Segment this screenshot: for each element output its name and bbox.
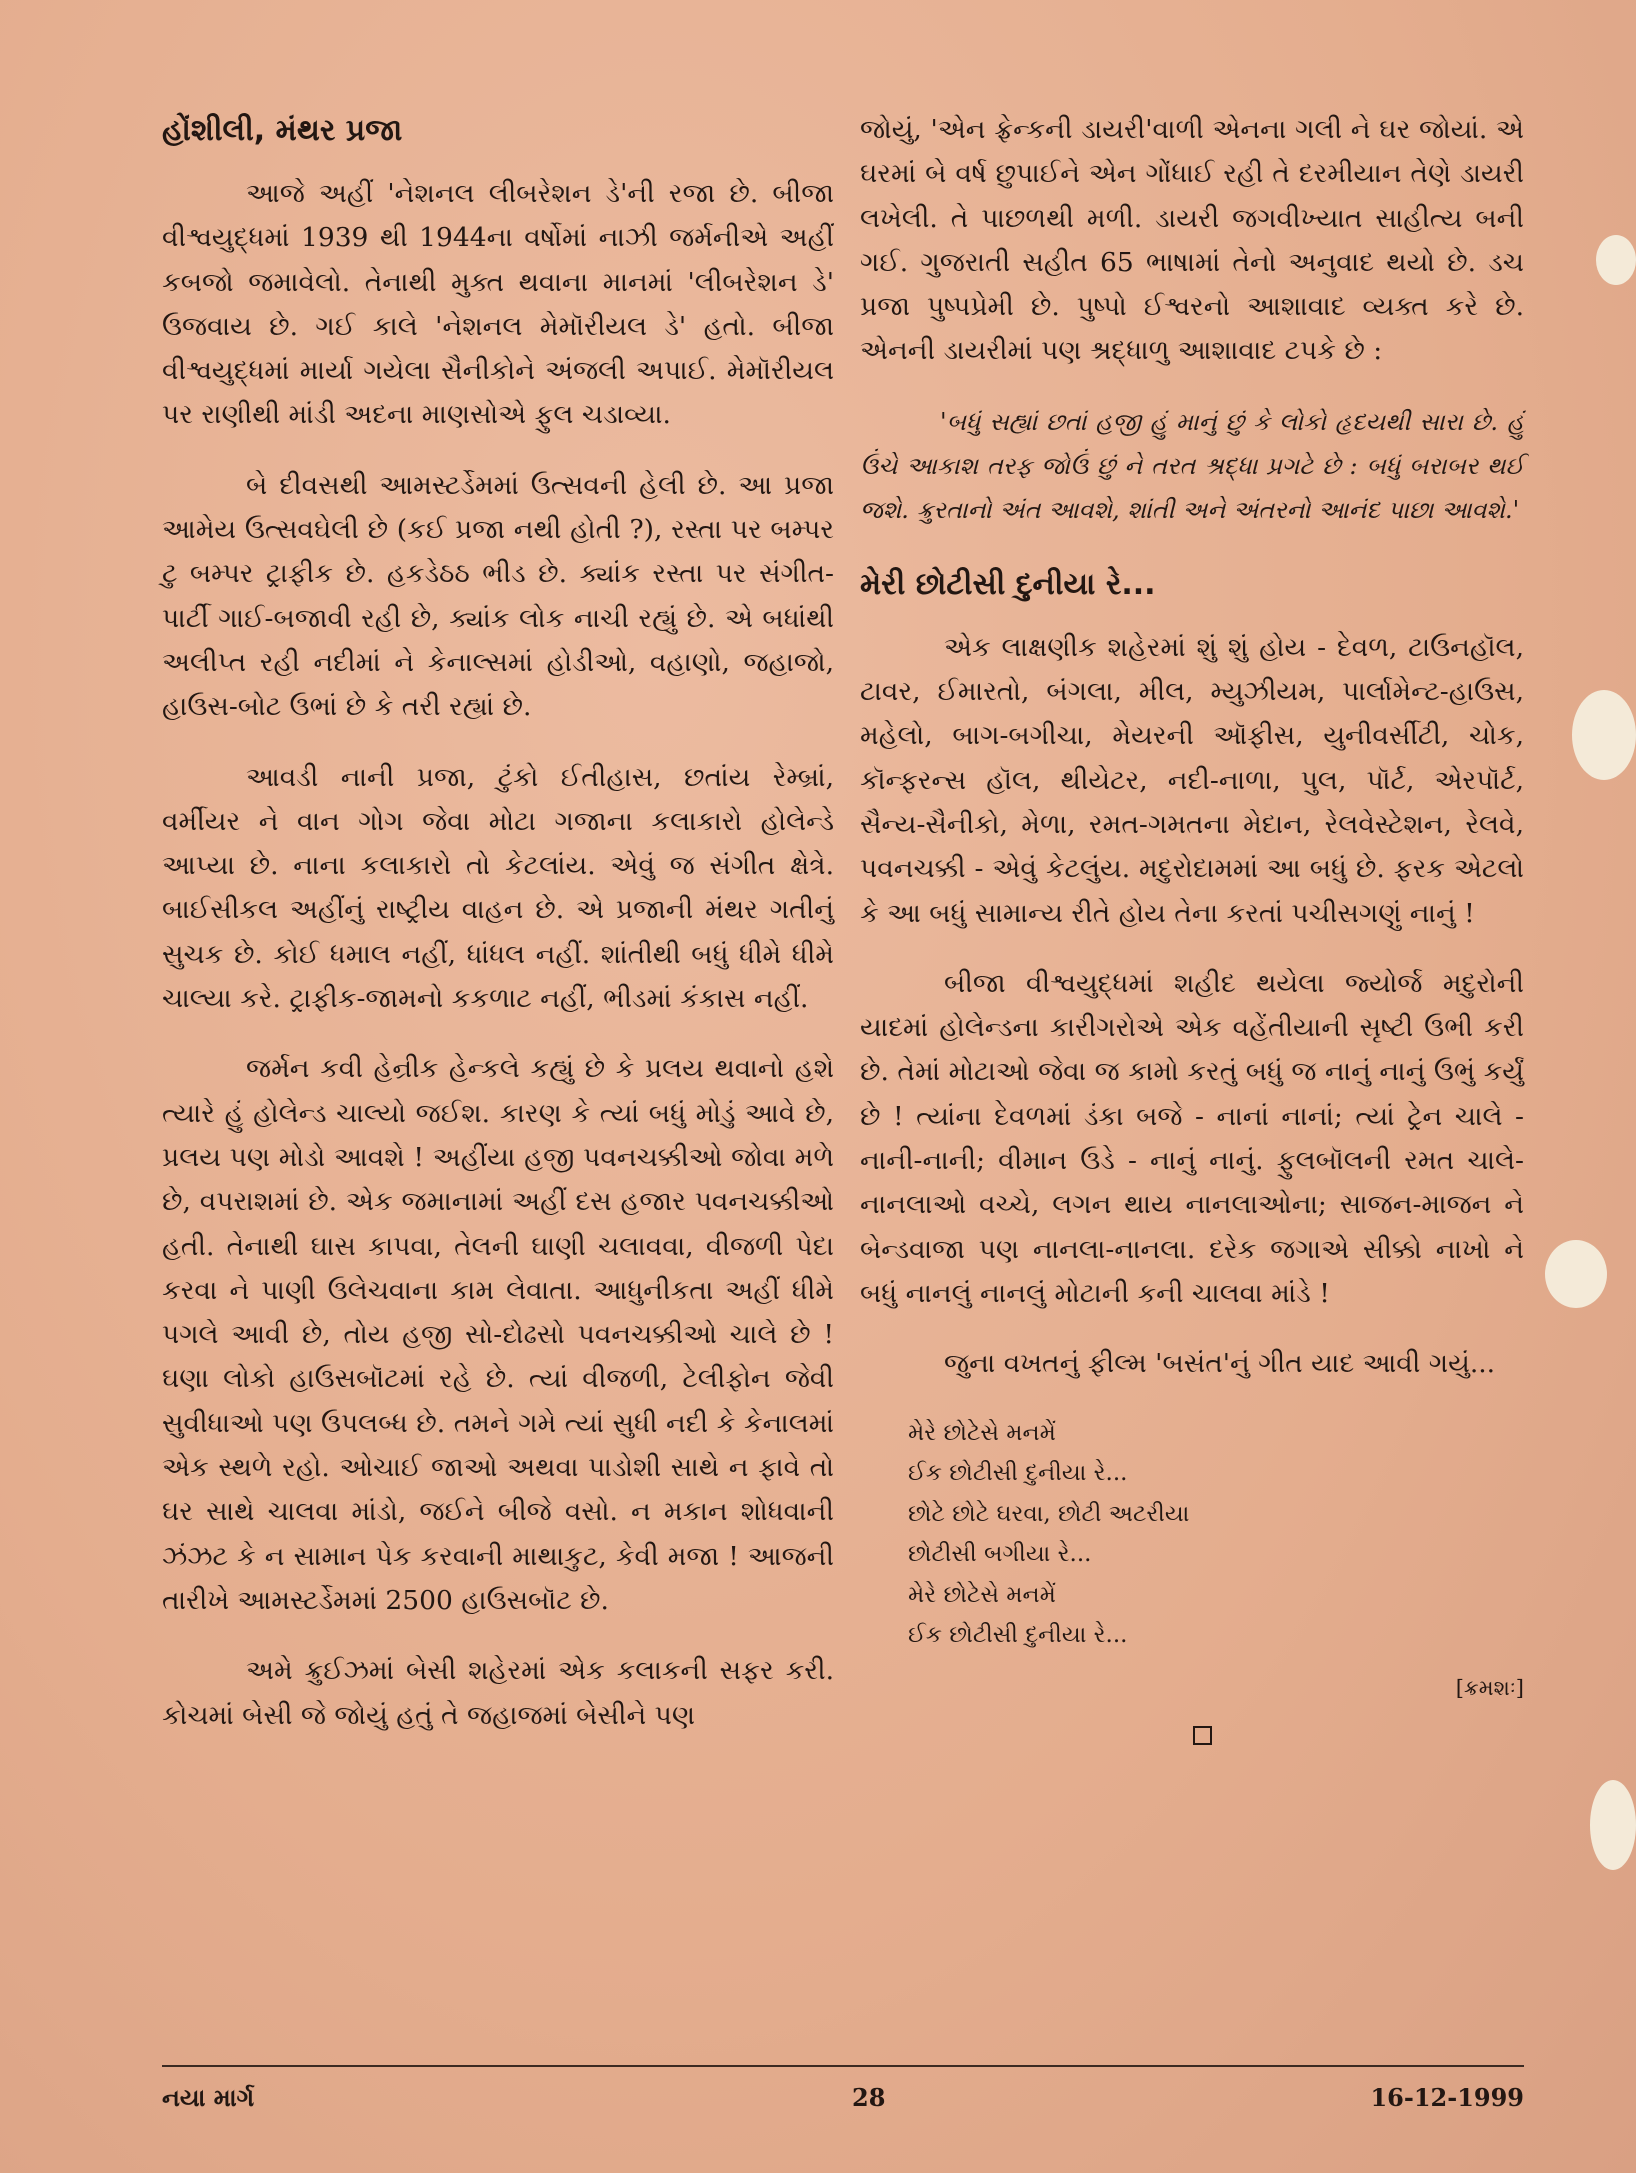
issue-date: 16-12-1999 [1370,2083,1524,2112]
song-lyrics [908,1413,1524,1656]
right-column [860,108,1524,1745]
footer-rule [162,2065,1524,2067]
punch-hole-icon [1572,690,1636,780]
section-heading: હોંશીલી, મંથર પ્રજા [162,113,403,148]
paragraph: જુના વખતનું ફીલ્મ 'બસંત'નું ગીત યાદ આવી ગયું... [944,1348,1496,1380]
paragraph: જર્મન કવી હેન્રીક હેન્કલે કહ્યું છે કે પ્રલય થવાનો હશે ત્યારે હું હોલેન્ડ ચાલ્યો જઈશ. કારણ કે ત્યાં બધું મોડું આવે છે, પ્રલય પણ મોડો આવશે ! અહીંયા હજી પવનચક્કીઓ જોવા મળે છે, વપરાશમાં છે. એક જમાનામાં અહીં દસ હજાર પવનચક્કીઓ હતી. તેનાથી ઘાસ કાપવા, તેલની ઘાણી ચલાવવા, વીજળી પેદા કરવા ને પાણી ઉલેચવાના કામ લેવાતા. આધુનીકતા અહીં ધીમે પગલે આવી છે, તોય હજી સો-દોઢસો પવનચક્કીઓ ચાલે છે ! ઘણા લોકો હાઉસબૉટમાં રહે છે. ત્યાં વીજળી, ટેલીફોન જેવી સુવીધાઓ પણ ઉપલબ્ધ છે. તમને ગમે ત્યાં સુધી નદી કે કેનાલમાં એક સ્થળે રહો. ઓચાઈ જાઓ અથવા પાડોશી સાથે ન ફાવે તો ઘર સાથે ચાલવા માંડો, જઈને બીજે વસો. ન મકાન શોધવાની ઝંઝટ કે ન સામાન પેક કરવાની માથાકુટ, કેવી મજા ! આજની તારીખે આમસ્ટર્ડેમમાં 2500 હાઉસબૉટ છે. [162,1053,834,1616]
punch-hole-icon [1590,1780,1636,1870]
continued-label: [ક્રમશઃ] [1455,1675,1524,1700]
end-square-icon [1193,1726,1212,1745]
section-heading: મેરી છોટીસી દુનીયા રે... [860,566,1156,602]
lyric-line: છોટીસી બગીયા રે... [908,1541,1092,1568]
paragraph: આવડી નાની પ્રજા, ટુંકો ઈતીહાસ, છતાંય રેમ્બ્રાં, વર્મીયર ને વાન ગોગ જેવા મોટા ગજાના કલાકારો હોલેન્ડે આપ્યા છે. નાના કલાકારો તો કેટલાંય. એવું જ સંગીત ક્ષેત્રે. બાઈસીકલ અહીંનું રાષ્ટ્રીય વાહન છે. એ પ્રજાની મંથર ગતીનું સુચક છે. કોઈ ધમાલ નહીં, ધાંધલ નહીં. શાંતીથી બધું ધીમે ધીમે ચાલ્યા કરે. ટ્રાફીક-જામનો કકળાટ નહીં, ભીડમાં કંકાસ નહીં. [162,761,834,1015]
left-column [162,108,834,1764]
lyric-line: મેરે છોટેસે મનમેં [908,1581,1056,1608]
paragraph: અમે ક્રુઈઝમાં બેસી શહેરમાં એક કલાકની સફર કરી. કોચમાં બેસી જે જોયું હતું તે જહાજમાં બેસીને પણ [162,1655,834,1731]
lyric-line: ઈક છોટીસી દુનીયા રે... [908,1622,1128,1649]
lyric-line: મેરે છોટેસે મનમેં [908,1419,1056,1446]
paragraph: આજે અહીં 'નેશનલ લીબરેશન ડે'ની રજા છે. બીજા વીશ્વયુદ્ધમાં 1939 થી 1944ના વર્ષોમાં નાઝી જર્મનીએ અહીં કબજો જમાવેલો. તેનાથી મુક્ત થવાના માનમાં 'લીબરેશન ડે' ઉજવાય છે. ગઈ કાલે 'નેશનલ મેમૉરીયલ ડે' હતો. બીજા વીશ્વયુદ્ધમાં માર્યા ગયેલા સૈનીકોને અંજલી અપાઈ. મેમૉરીયલ પર રાણીથી માંડી અદના માણસોએ ફુલ ચડાવ્યા. [162,178,834,431]
paragraph: બીજા વીશ્વયુદ્ધમાં શહીદ થયેલા જ્યોર્જ મદુરોની યાદમાં હોલેન્ડના કારીગરોએ એક વહેંતીયાની સૃષ્ટી ઉભી કરી છે. તેમાં મોટાઓ જેવા જ કામો કરતું બધું જ નાનું નાનું ઉભું કર્યું છે ! ત્યાંના દેવળમાં ડંકા બજે - નાનાં નાનાં; ત્યાં ટ્રેન ચાલે - નાની-નાની; વીમાન ઉડે - નાનું નાનું. ફુલબૉલની રમત ચાલે-નાનલાઓ વચ્ચે, લગન થાય નાનલાઓના; સાજન-માજન ને બેન્ડવાજા પણ નાનલા-નાનલા. દરેક જગાએ સીક્કો નાખો ને બધું નાનલું નાનલું મોટાની કની ચાલવા માંડે ! [860,967,1524,1309]
diary-quote: 'બધું સહ્યાં છતાં હજી હું માનું છું કે લોકો હૃદયથી સારા છે. હું ઉંચે આકાશ તરફ જોઉં છું ને તરત શ્રદ્ધા પ્રગટે છે : બધું બરાબર થઈ જશે. ક્રુરતાનો અંત આવશે, શાંતી અને અંતરનો આનંદ પાછા આવશે.' [860,407,1524,524]
punch-hole-icon [1596,235,1636,285]
paragraph: બે દીવસથી આમસ્ટર્ડેમમાં ઉત્સવની હેલી છે. આ પ્રજા આમેય ઉત્સવઘેલી છે (કઈ પ્રજા નથી હોતી ?), રસ્તા પર બમ્પર ટુ બમ્પર ટ્રાફીક છે. હકડેઠઠ ભીડ છે. ક્યાંક રસ્તા પર સંગીત-પાર્ટી ગાઈ-બજાવી રહી છે, ક્યાંક લોક નાચી રહ્યું છે. એ બધાંથી અલીપ્ત રહી નદીમાં ને કેનાલ્સમાં હોડીઓ, વહાણો, જહાજો, હાઉસ-બોટ ઉભાં છે કે તરી રહ્યાં છે. [162,469,834,723]
lyric-line: છોટે છોટે ઘરવા, છોટી અટરીયા [908,1500,1190,1527]
paragraph-continued: જોયું, 'એન ફ્રેન્કની ડાયરી'વાળી એનના ગલી ને ઘર જોયાં. એ ઘરમાં બે વર્ષ છુપાઈને એન ગોંધાઈ રહી તે દરમીયાન તેણે ડાયરી લખેલી. તે પાછળથી મળી. ડાયરી જગવીખ્યાત સાહીત્ય બની ગઈ. ગુજરાતી સહીત 65 ભાષામાં તેનો અનુવાદ થયો છે. ડચ પ્રજા પુષ્પપ્રેમી છે. પુષ્પો ઈશ્વરનો આશાવાદ વ્યક્ત કરે છે. એનની ડાયરીમાં પણ શ્રદ્ધાળુ આશાવાદ ટપકે છે : [860,114,1524,367]
page-number: 28 [852,2083,886,2112]
paragraph: એક લાક્ષણીક શહેરમાં શું શું હોય - દેવળ, ટાઉનહૉલ, ટાવર, ઈમારતો, બંગલા, મીલ, મ્યુઝીયમ, પાર્લામેન્ટ-હાઉસ, મહેલો, બાગ-બગીચા, મેયરની ઑફીસ, યુનીવર્સીટી, ચોક, કૉન્ફરન્સ હૉલ, થીયેટર, નદી-નાળા, પુલ, પૉર્ટ, એરપૉર્ટ, સૈન્ય-સૈનીકો, મેળા, રમત-ગમતના મેદાન, રેલવેસ્ટેશન, રેલવે, પવનચક્કી - એવું કેટલુંય. મદુરોદામમાં આ બધું છે. ફરક એટલો કે આ બધું સામાન્ય રીતે હોય તેના કરતાં પચીસગણું નાનું ! [860,631,1524,929]
punch-hole-icon [1545,1240,1607,1308]
lyric-line: ઈક છોટીસી દુનીયા રે... [908,1460,1128,1487]
magazine-name: નયા માર્ગ [162,2083,255,2112]
